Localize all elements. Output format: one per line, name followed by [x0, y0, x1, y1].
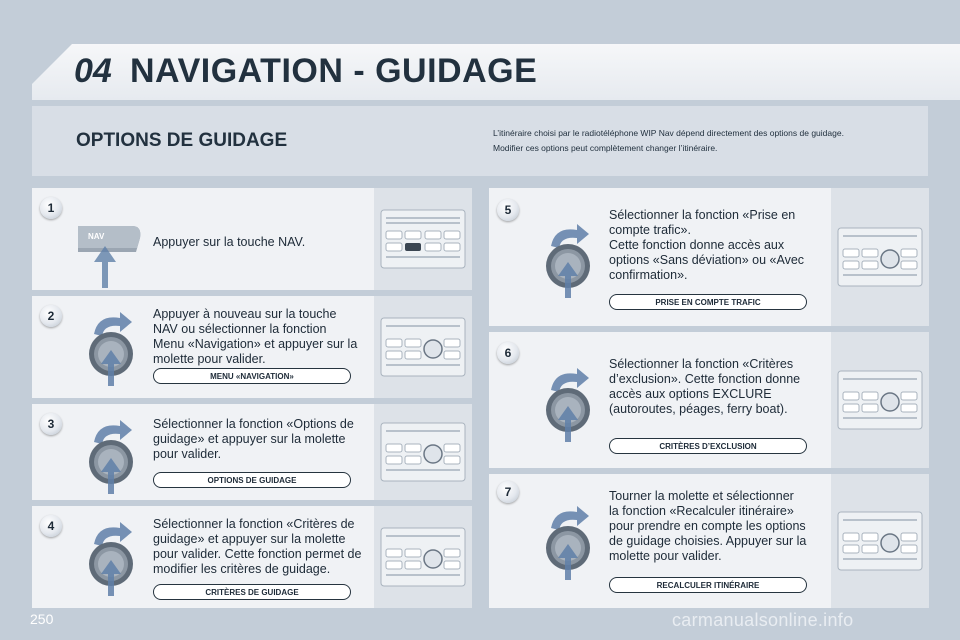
step-5-line: compte trafic».	[609, 223, 691, 237]
step-6-line: d’exclusion». Cette fonction donne	[609, 372, 801, 386]
step-2-text	[153, 307, 357, 367]
step-3-radio-image	[374, 404, 472, 500]
step-4-radio-image	[374, 506, 472, 608]
step-2-number: 2	[40, 305, 62, 327]
step-4-line: pour valider. Cette fonction permet de	[153, 547, 362, 561]
step-5-line: Sélectionner la fonction «Prise en	[609, 208, 796, 222]
step-7-line: molette pour valider.	[609, 549, 722, 563]
step-6-radio-image	[831, 332, 929, 468]
watermark: carmanualsonline.info	[672, 610, 854, 630]
step-2-radio-image	[374, 296, 472, 398]
step-6-line: Sélectionner la fonction «Critères	[609, 357, 794, 371]
step-1-text	[153, 235, 305, 250]
radio-panel-icon	[380, 209, 466, 269]
step-3-text	[153, 417, 354, 462]
step-6-line: (autoroutes, péages, ferry boat).	[609, 402, 788, 416]
step-5-text	[609, 208, 804, 283]
step-7-line: la fonction «Recalculer itinéraire»	[609, 504, 794, 518]
radio-panel-icon	[837, 370, 923, 430]
radio-panel-icon	[837, 227, 923, 287]
step-7-radio-image	[831, 474, 929, 608]
chapter-number: 04	[74, 52, 112, 90]
step-5-line: options «Sans déviation» ou «Avec	[609, 253, 805, 267]
step-6-menu-pill: CRITÈRES D’EXCLUSION	[609, 438, 807, 454]
step-2-line: Appuyer à nouveau sur la touche	[153, 307, 337, 321]
step-1-line: Appuyer sur la touche NAV.	[153, 235, 306, 249]
step-5-radio-image	[831, 188, 929, 326]
step-2-menu-pill: MENU «NAVIGATION»	[153, 368, 351, 384]
page-title: NAVIGATION - GUIDAGE	[130, 52, 538, 90]
section-title: OPTIONS DE GUIDAGE	[76, 130, 288, 151]
nav-button-label: NAV	[88, 232, 105, 241]
step-6-number: 6	[497, 342, 519, 364]
rotary-knob-icon	[537, 362, 599, 447]
step-6-line: accès aux options EXCLURE	[609, 387, 772, 401]
step-4-number: 4	[40, 515, 62, 537]
step-4-menu-pill: CRITÈRES DE GUIDAGE	[153, 584, 351, 600]
step-3-line: Sélectionner la fonction «Options de	[153, 417, 354, 431]
page-number: 250	[30, 611, 54, 627]
step-7-text	[609, 489, 806, 564]
step-3-line: guidage» et appuyer sur la molette	[153, 432, 346, 446]
step-5-number: 5	[497, 199, 519, 221]
rotary-knob-icon	[537, 218, 599, 303]
radio-panel-icon	[837, 511, 923, 571]
rotary-knob-icon	[80, 306, 142, 391]
step-7-number: 7	[497, 481, 519, 503]
step-1-number: 1	[40, 197, 62, 219]
intro-text	[493, 126, 913, 156]
step-4-line: guidage» et appuyer sur la molette	[153, 532, 346, 546]
radio-panel-icon	[380, 527, 466, 587]
step-2-line: NAV ou sélectionner la fonction	[153, 322, 327, 336]
step-7-menu-pill: RECALCULER ITINÉRAIRE	[609, 577, 807, 593]
step-4-text	[153, 517, 361, 577]
step-1-radio-image	[374, 188, 472, 290]
intro-line: Modifier ces options peut complètement changer l’itinéraire.	[493, 143, 718, 153]
step-3-number: 3	[40, 413, 62, 435]
radio-panel-icon	[380, 317, 466, 377]
step-5-line: Cette fonction donne accès aux	[609, 238, 785, 252]
step-2-line: molette pour valider.	[153, 352, 266, 366]
step-7-line: pour prendre en compte les options	[609, 519, 806, 533]
step-7-line: de guidage choisies. Appuyer sur la	[609, 534, 807, 548]
step-7-line: Tourner la molette et sélectionner	[609, 489, 794, 503]
radio-panel-icon	[380, 422, 466, 482]
rotary-knob-icon	[80, 516, 142, 601]
intro-line: L’itinéraire choisi par le radiotéléphone WIP Nav dépend directement des options de guidage.	[493, 128, 844, 138]
step-5-menu-pill: PRISE EN COMPTE TRAFIC	[609, 294, 807, 310]
step-2-line: Menu «Navigation» et appuyer sur la	[153, 337, 358, 351]
step-4-line: Sélectionner la fonction «Critères de	[153, 517, 355, 531]
step-3-line: pour valider.	[153, 447, 222, 461]
step-4-line: modifier les critères de guidage.	[153, 562, 331, 576]
nav-button-icon	[74, 218, 144, 293]
rotary-knob-icon	[80, 414, 142, 499]
step-3-menu-pill: OPTIONS DE GUIDAGE	[153, 472, 351, 488]
rotary-knob-icon	[537, 500, 599, 585]
step-6-text	[609, 357, 800, 417]
step-5-line: confirmation».	[609, 268, 688, 282]
